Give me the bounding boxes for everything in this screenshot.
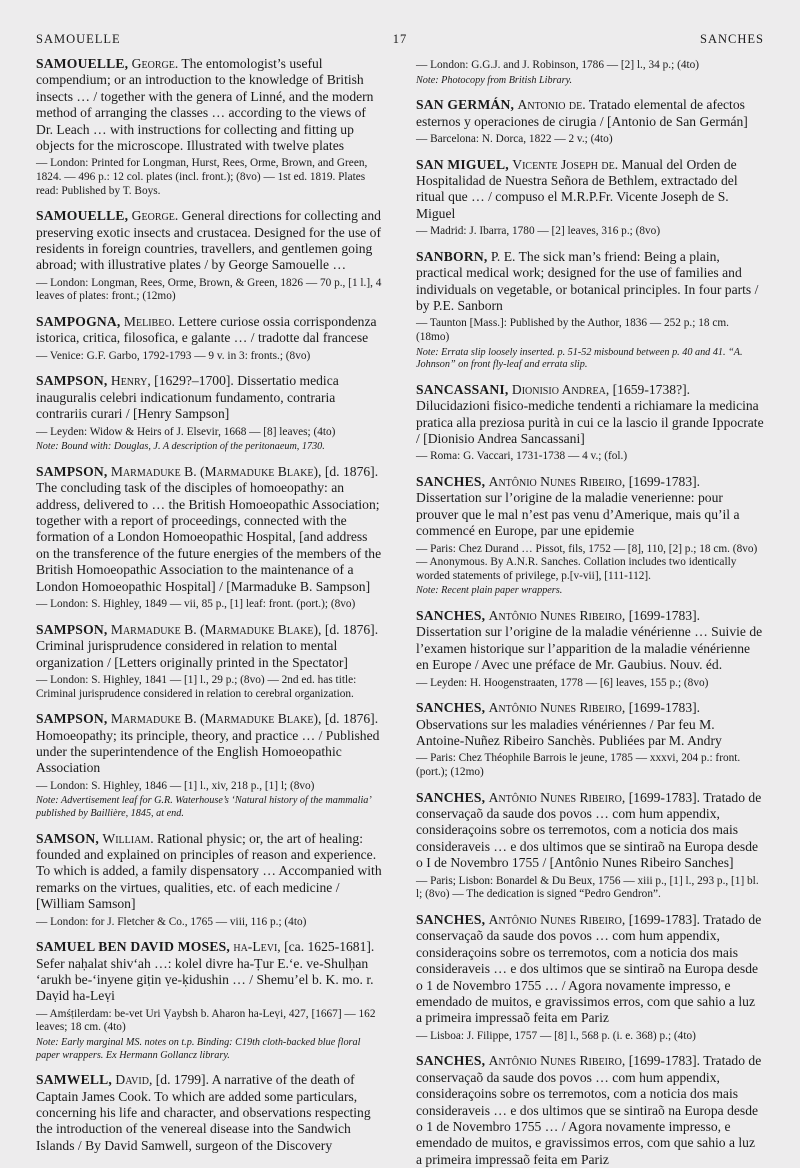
entry-headword: SAMSON, [36, 830, 99, 846]
entry-title: Manual del Orden de Hospitalidad de Nuestra Señora de Bethlem, extractado del ritual que … / compuso el M.R.P.Fr. Vicente Joseph de S. Miguel [416, 156, 738, 221]
entry-description [416, 608, 764, 674]
catalogue-entry [36, 314, 384, 363]
entry-title: [1699-1783]. Tratado de conservaçaõ da saude dos povos … com hum appendix, consideraçoins sobre os terremotos, com a noticia dos mais consideraveis … e dos ultimos que se sintiraõ na Europa desde o 1 de Novembro 1755 … / Agora novamente impresso, e emendado de muitos, e gravissimos erros, com que sahio a luz a primeira impressaõ feita em Pariz [416, 911, 762, 1026]
entry-forename: Vicente Joseph de. [512, 156, 619, 172]
entry-description [416, 249, 764, 315]
catalogue-entry [36, 622, 384, 701]
entry-title: The entomologist’s useful compendium; or an introduction to the knowledge of British insects … / together with the genera of Linné, and the modern method of arranging the classes … according to the views of Dr. Leach … with instructions for collecting and fitting up objects for the microscope. Illustrated with twelve plates [36, 56, 374, 154]
entry-forename: Antônio Nunes Ribeiro, [488, 608, 626, 624]
catalogue-entry [416, 1053, 764, 1168]
entry-description [36, 373, 384, 422]
entry-description [36, 208, 384, 274]
entry-headword: SAMUEL BEN DAVID MOSES, [36, 939, 230, 955]
entry-imprint: — London: S. Highley, 1849 — vii, 85 p., [1] leaf: front. (port.); (8vo) [36, 598, 356, 611]
entry-title: [1699-1783]. Tratado de conservaçaõ da saude dos povos … com hum appendix, consideraçoins sobre os terremotos, com a noticia dos mais consideraveis … e dos ultimos que se sintiraõ na Europa desde o I de Novembro 1755 / [Antônio Nunes Ribeiro Sanches] [416, 789, 762, 871]
entry-headword: SANBORN, [416, 248, 488, 264]
entry-note: Note: Bound with: Douglas, J. A description of the peritonaeum, 1730. [36, 441, 325, 453]
entry-description [416, 1053, 764, 1168]
entry-headword: SAMOUELLE, [36, 208, 129, 224]
entry-forename: Antonio de. [517, 97, 586, 113]
entry-description [36, 56, 384, 154]
entry-headword: SANCHES, [416, 700, 486, 716]
entry-title: Lettere curiose ossia corrispondenza istorica, critica, filosofica, e galante … / tradotte dal francese [36, 314, 377, 346]
catalogue-entry [36, 56, 384, 198]
entry-title: [ca. 1625-1681]. Sefer naḥalat shivʻah …: kolel divre ha-Ṭur E.ʻe. ve-Shulḥan ʻarukh be-ʻinyene giṭin ṿe-ḳidushin … / Shemu’el b. K. mo. r. Daṿid ha-Leṿi [36, 939, 375, 1004]
entry-description [36, 622, 384, 671]
entry-forename: ha-Levi, [233, 939, 281, 955]
entry-imprint: — Madrid: J. Ibarra, 1780 — [2] leaves, 316 p.; (8vo) [416, 225, 661, 238]
entry-imprint: — Taunton [Mass.]: Published by the Author, 1836 — 252 p.; 18 cm. (18mo) [416, 317, 729, 344]
entry-imprint: — Paris; Lisbon: Bonardel & Du Beux, 1756 — xiii p., [1] l., 293 p., [1] bl. l; (8vo) — The dedication is signed “Pedro Gendron”. [416, 874, 759, 901]
entry-headword: SAMPOGNA, [36, 314, 121, 330]
entry-title: [1659-1738?]. Dilucidazioni fisico-mediche tendenti a richiamare la medicina pratica alla preziosa purità in cui ce la lascio il grande Ippocrate / [Dionisio Andrea Sancassani] [416, 381, 764, 447]
entry-description [416, 790, 764, 872]
catalogue-entry [416, 474, 764, 598]
catalogue-entry [36, 208, 384, 304]
entry-forename: Antônio Nunes Ribeiro, [488, 789, 626, 805]
entry-title: [1699-1783]. Dissertation sur l’origine de la maladie venerienne: pour prouver que le mal n’est pas venu d’Amerique, mais qu’il a commencé en Europe, par une epidemie [416, 474, 740, 539]
entry-forename: Marmaduke B. (Marmaduke Blake), [110, 711, 322, 727]
entry-forename: Dionisio Andrea, [511, 381, 610, 397]
entry-headword: SANCHES, [416, 608, 486, 624]
entry-headword: SAMWELL, [36, 1072, 113, 1088]
entry-forename: Marmaduke B. (Marmaduke Blake), [110, 621, 322, 637]
entry-headword: SAMPSON, [36, 463, 108, 479]
entry-title: [d. 1876]. The concluding task of the disciples of homoeopathy: an address, delivered to … the British Homoeopathic Association; together with a report of proceedings, connected with the formation of a London Homoeopathic Hospital, [and address on the transference of the future energies of the members of the British Homoeopathic Association to the maintenance of a London Homoeopathic Hospital] / [Marmaduke B. Sampson] [36, 463, 382, 594]
entry-headword: SAN GERMÁN, [416, 97, 515, 113]
entry-forename: P. E. [490, 248, 516, 264]
catalogue-entry [36, 939, 384, 1062]
page-number: 17 [392, 32, 408, 46]
entry-headword: SANCHES, [416, 474, 486, 490]
catalogue-entry [416, 249, 764, 372]
entry-headword: SAMPSON, [36, 621, 108, 637]
entry-headword: SAMPSON, [36, 373, 108, 389]
entry-note: Note: Early marginal MS. notes on t.p. Binding: C19th cloth-backed blue floral paper wrappers. Ex Hermann Gollancz library. [36, 1036, 361, 1061]
entry-headword: SANCASSANI, [416, 381, 509, 397]
entry-title: Tratado elemental de afectos esternos y operaciones de cirugia / [Antonio de San Germán] [416, 97, 748, 129]
entry-description [36, 831, 384, 913]
entry-imprint: — London: S. Highley, 1841 — [1] l., 29 p.; (8vo) — 2nd ed. has title: Criminal jurisprudence considered in relation to cerebral organization. [36, 673, 357, 700]
entry-headword: SANCHES, [416, 911, 486, 927]
entry-note: Note: Advertisement leaf for G.R. Waterhouse’s ‘Natural history of the mammalia’ published by Baillière, 1845, at end. [36, 795, 371, 819]
entry-forename: Marmaduke B. (Marmaduke Blake), [110, 463, 322, 479]
entry-description [36, 464, 384, 595]
entry-forename: Melibeo. [123, 314, 175, 330]
entry-forename: Antônio Nunes Ribeiro, [488, 474, 626, 490]
catalogue-entry [416, 97, 764, 146]
running-head [36, 32, 764, 52]
entry-title: [d. 1876]. Homoeopathy; its principle, theory, and practice … / Published under the superintendence of the English Homoeopathic Association [36, 711, 380, 776]
entry-description [416, 97, 764, 130]
entry-forename: William. [102, 830, 154, 846]
entry-headword: SANCHES, [416, 1053, 486, 1069]
catalogue-entry [416, 790, 764, 902]
entry-description [416, 382, 764, 448]
entry-title: General directions for collecting and preserving exotic insects and crustacea. Designed for the use of residents in foreign countries, travellers, and gentlemen going abroad; with illustrative plates / by George Samouelle … [36, 208, 382, 273]
entry-title: [1699-1783]. Dissertation sur l’origine de la maladie vénérienne … Suivie de l’examen historique sur l’apparition de la maladie vénérienne en Europe / Avec une préface de Mr. Gaubius. Nouv. éd. [416, 608, 763, 673]
entry-description [416, 157, 764, 223]
entry-imprint: — Leyden: H. Hoogenstraaten, 1778 — [6] leaves, 155 p.; (8vo) [416, 676, 709, 689]
entry-imprint: — Paris: Chez Théophile Barrois le jeune, 1785 — xxxvi, 204 p.: front. (port.); (12mo) [416, 752, 741, 779]
entry-headword: SAMOUELLE, [36, 56, 129, 71]
entry-imprint: — Paris: Chez Durand … Pissot, fils, 1752 — [8], 110, [2] p.; 18 cm. (8vo) — Anonymous. By A.N.R. Sanches. Collation includes two identically worded statements of privilege, p.[v-vii], [111-112]. [416, 542, 758, 582]
entry-imprint: — Barcelona: N. Dorca, 1822 — 2 v.; (4to) [416, 133, 613, 145]
catalogue-entry [36, 464, 384, 612]
entry-forename: Antônio Nunes Ribeiro, [488, 1053, 626, 1069]
catalogue-entry [36, 831, 384, 930]
entry-imprint: — London: Printed for Longman, Hurst, Rees, Orme, Brown, and Green, 1824. — 496 p.: 12 col. plates (incl. front.); (8vo) — 1st ed. 1819. Plates read: Published by T. Boys. [36, 157, 368, 197]
entry-title: [1629?–1700]. Dissertatio medica inauguralis celebri indicationum fundamento, contraria contrariis curari / [Henry Sampson] [36, 373, 339, 422]
entry-title: [1699-1783]. Tratado de conservaçaõ da saude dos povos … com hum appendix, consideraçoins sobre os terremotos, com a noticia dos mais consideraveis … e dos ultimos que se sintiraõ na Europa desde o 1 de Novembro 1755 … / Agora novamente impresso, e emendado de muitos, e gravissimos erros, com que sahio a luz a primeira impressaõ feita em Pariz [416, 1053, 762, 1167]
entry-forename: David, [115, 1072, 153, 1088]
running-head-right: SANCHES [700, 32, 764, 46]
catalogue-entry [36, 373, 384, 453]
catalogue-entry [416, 912, 764, 1043]
entry-description [36, 314, 384, 347]
entry-forename: Antônio Nunes Ribeiro, [488, 700, 626, 716]
entry-imprint: — London: G.G.J. and J. Robinson, 1786 — [2] l., 34 p.; (4to) [416, 59, 700, 71]
running-head-left: SAMOUELLE [36, 32, 121, 46]
entry-forename: George. [131, 208, 179, 224]
entry-description [36, 1072, 384, 1154]
catalogue-entry [36, 1072, 384, 1154]
entry-title: [1699-1783]. Observations sur les maladies vénériennes / Par feu M. Antoine-Nuñez Ribeiro Sanchès. Publiées par M. Andry [416, 700, 722, 749]
entry-imprint: — Amśṭilerdam: be-vet Uri Ṿaybsh b. Aharon ha-Leṿi, 427, [1667] — 162 leaves; 18 cm. (4to) [36, 1007, 376, 1034]
catalogue-entry [416, 700, 764, 779]
entry-title: [d. 1876]. Criminal jurisprudence considered in relation to mental organization / [Letters originally printed in the Spectator] [36, 621, 379, 670]
catalogue-entry [416, 382, 764, 464]
entry-headword: SAMPSON, [36, 711, 108, 727]
entry-imprint: — London: S. Highley, 1846 — [1] l., xiv, 218 p., [1] l; (8vo) [36, 779, 315, 792]
entry-description [416, 474, 764, 540]
entry-description [36, 939, 384, 1005]
catalogue-entry [416, 608, 764, 690]
entry-imprint: — London: for J. Fletcher & Co., 1765 — viii, 116 p.; (4to) [36, 915, 307, 928]
entry-imprint: — Venice: G.F. Garbo, 1792-1793 — 9 v. in 3: fronts.; (8vo) [36, 349, 311, 362]
entry-forename: George. [131, 56, 179, 71]
right-column [416, 56, 764, 1167]
entry-note: Note: Photocopy from British Library. [416, 74, 573, 86]
entry-note: Note: Recent plain paper wrappers. [416, 585, 563, 597]
entry-imprint: — Roma: G. Vaccari, 1731-1738 — 4 v.; (fol.) [416, 450, 628, 463]
entry-headword: SAN MIGUEL, [416, 156, 509, 172]
entry-imprint: — London: Longman, Rees, Orme, Brown, & Green, 1826 — 70 p., [1 l.], 4 leaves of plates: front.; (12mo) [36, 276, 382, 303]
catalogue-entry [416, 59, 764, 87]
entry-description [416, 912, 764, 1027]
entry-forename: Henry, [110, 373, 151, 389]
left-column [36, 56, 384, 1153]
entry-headword: SANCHES, [416, 789, 486, 805]
entry-forename: Antônio Nunes Ribeiro, [488, 911, 626, 927]
entry-title: [d. 1799]. A narrative of the death of Captain James Cook. To which are added some particulars, concerning his life and character, and observations respecting the introduction of the venereal disease into the Sandwich Islands / By David Samwell, surgeon of the Discovery [36, 1072, 371, 1153]
entry-imprint: — Lisboa: J. Filippe, 1757 — [8] l., 568 p. (i. e. 368) p.; (4to) [416, 1029, 696, 1042]
entry-imprint: — Leyden: Widow & Heirs of J. Elsevir, 1668 — [8] leaves; (4to) [36, 425, 336, 438]
entry-title: The sick man’s friend: Being a plain, practical medical work; designed for the use of families and individuals on vegetable, or botanical principles. In four parts / by P.E. Sanborn [416, 248, 759, 314]
catalogue-entry [36, 711, 384, 820]
entry-description [36, 711, 384, 777]
catalogue-entry [416, 157, 764, 239]
entry-note: Note: Errata slip loosely inserted. p. 51-52 misbound between p. 40 and 41. “A. Johnson” on front fly-leaf and errata slip. [416, 346, 743, 371]
columns [36, 56, 764, 1167]
entry-description [416, 700, 764, 749]
entry-title: Rational physic; or, the art of healing: founded and explained on principles of reason and experience. To which is added, a family dispensatory … Accompanied with remarks on the virtues, qualities, etc. of each medicine / [William Samson] [36, 830, 382, 912]
